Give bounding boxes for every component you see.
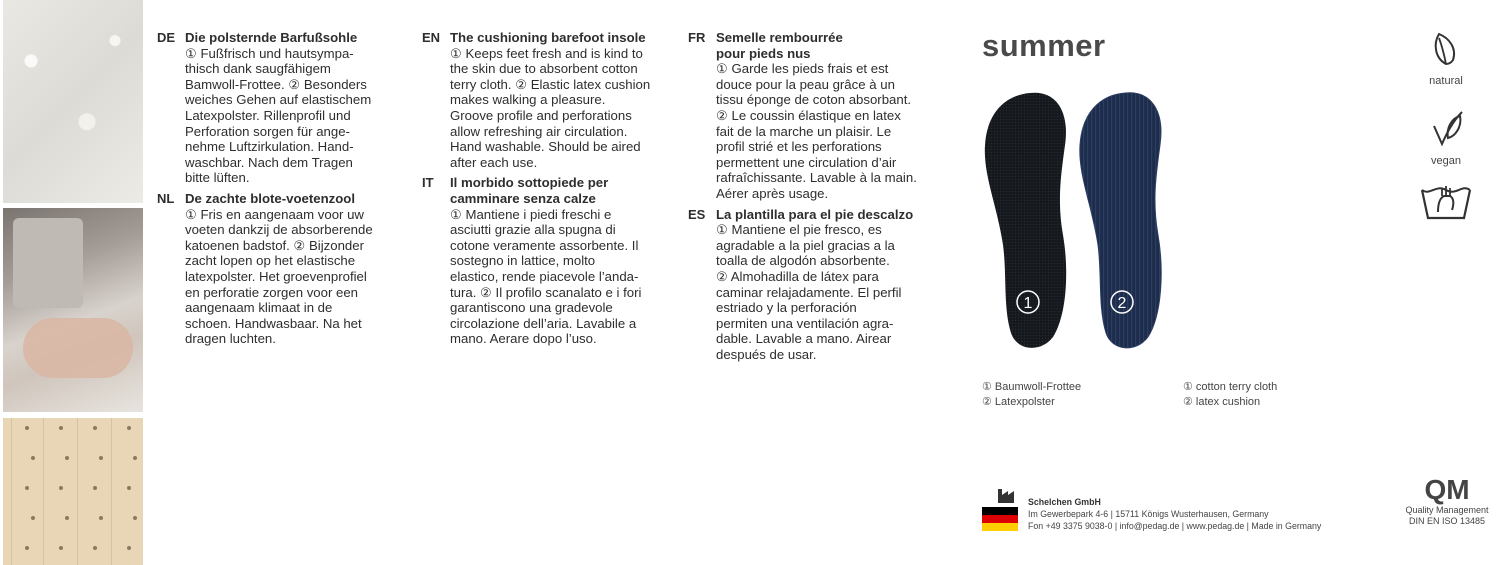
terry-cloth-photo: [3, 0, 143, 203]
perforation-hole: [31, 456, 35, 460]
quality-management-mark: [1388, 475, 1500, 527]
perforation-hole: [133, 516, 137, 520]
qm-line-2: DIN EN ISO 13485: [1408, 516, 1486, 526]
perforation-hole: [31, 516, 35, 520]
qm-title: QM: [1424, 474, 1470, 505]
latex-groove: [43, 418, 44, 565]
sewing-machine-shape: [13, 218, 83, 308]
svg-text:2: 2: [1117, 295, 1127, 312]
perforation-hole: [127, 546, 131, 550]
sewing-photo: [3, 208, 143, 412]
perforation-hole: [133, 456, 137, 460]
section-en: [422, 30, 672, 170]
vegan-badge: [1418, 108, 1474, 167]
hand-shape: [23, 318, 133, 378]
text-column-3: [688, 30, 948, 362]
latex-groove: [111, 418, 112, 565]
product-name: summer: [982, 28, 1106, 63]
lang-code: DE: [157, 30, 176, 45]
text-column-1: [157, 30, 402, 347]
section-text: ① Mantiene el pie fresco, es agradable a la piel gracias a la toalla de algodón absorbente. ② Almohadilla de látex para caminar relajadamente. El perfil estriado y la perforación permiten una ventilación agra- dable. Lavable a mano. Airear después de usar.: [716, 222, 902, 362]
perforation-hole: [127, 486, 131, 490]
perforation-hole: [93, 426, 97, 430]
lang-code: FR: [688, 30, 706, 45]
factory-icon: [998, 489, 1014, 503]
section-text: ① Fris en aangenaam voor uw voeten dankzij de absorberende katoenen badstof. ② Bijzonder zacht lopen op het elastische latexpolster. Het groevenprofiel en perforatie zorgen voor een aangenaam klimaat in de schoen. Handwasbaar. Na het dragen luchten.: [185, 206, 373, 347]
section-it: [422, 175, 672, 347]
perforation-hole: [59, 546, 63, 550]
company-info: [1028, 496, 1321, 532]
section-title: La plantilla para el pie descalzo: [716, 206, 914, 222]
handwash-icon: [1420, 182, 1472, 222]
insoles-illustration: [975, 85, 1175, 355]
leaf-icon: [1429, 30, 1463, 68]
section-es: [688, 207, 948, 363]
perforation-hole: [65, 516, 69, 520]
latex-groove: [11, 418, 12, 565]
latex-perforation-photo: [3, 418, 143, 565]
natural-label: natural: [1429, 75, 1463, 87]
text-column-2: [422, 30, 672, 347]
qm-line-1: Quality Management: [1405, 505, 1489, 515]
photo-strip: [0, 0, 143, 565]
perforation-hole: [99, 456, 103, 460]
perforation-hole: [65, 456, 69, 460]
section-text: ① Garde les pieds frais et est douce pour la peau grâce à un tissu éponge de coton absorbant. ② Le coussin élastique en latex fait de la marche un plaisir. Le profil strié et les perforations permettent une circulation d’air rafraîchissante. Lavable à la main. Aérer après usage.: [716, 61, 917, 201]
svg-text:1: 1: [1023, 295, 1033, 312]
perforation-hole: [93, 486, 97, 490]
section-title: Semelle rembourrée pour pieds nus: [716, 30, 843, 61]
section-title: De zachte blote-voetenzool: [185, 190, 355, 206]
perforation-hole: [25, 546, 29, 550]
company-name: Schelchen GmbH: [1028, 497, 1101, 507]
company-contact: Fon +49 3375 9038-0 | info@pedag.de | www.pedag.de | Made in Germany: [1028, 521, 1322, 531]
legend-english: ① cotton terry cloth ② latex cushion: [1183, 381, 1278, 408]
company-address: Im Gewerbepark 4-6 | 15711 Königs Wusterhausen, Germany: [1028, 509, 1269, 519]
section-nl: [157, 191, 402, 347]
lang-code: NL: [157, 190, 175, 206]
perforation-hole: [59, 486, 63, 490]
manufacturer-block: [982, 485, 1022, 535]
section-text: ① Fußfrisch und hautsympa- thisch dank saugfähigem Bamwoll-Frottee. ② Besonders weiches Gehen auf elastischem Latexpolster. Rillenprofil und Perforation sorgen für ange- nehme Luftzirkulation. Hand- waschbar. Nach dem Tragen bitte lüften.: [185, 45, 372, 186]
perforation-hole: [127, 426, 131, 430]
vegan-label: vegan: [1431, 155, 1461, 167]
perforation-hole: [99, 516, 103, 520]
section-de: [157, 30, 402, 186]
perforation-hole: [93, 546, 97, 550]
lang-code: IT: [422, 175, 434, 191]
lang-code: ES: [688, 206, 706, 222]
perforation-hole: [25, 426, 29, 430]
section-fr: [688, 30, 948, 202]
german-flag-icon: [982, 507, 1018, 531]
section-title: Il morbido sottopiede per camminare senza calze: [450, 175, 609, 206]
latex-groove: [77, 418, 78, 565]
section-text: ① Mantiene i piedi freschi e asciutti grazie alla spugna di cotone veramente assorbente. Il sostegno in lattice, molto elastico, rende piacevole l’anda- tura. ② Il profilo scanalato e i fori garantiscono una gradevole circolazione dell’aria. Lavabile a mano. Aerare dopo l’uso.: [450, 206, 642, 347]
legend-german: ① Baumwoll-Frottee ② Latexpolster: [982, 381, 1082, 408]
handwash-badge: [1418, 182, 1474, 227]
section-title: The cushioning barefoot insole: [450, 30, 646, 45]
natural-badge: [1418, 30, 1474, 87]
section-title: Die polsternde Barfußsohle: [185, 30, 358, 45]
section-text: ① Keeps feet fresh and is kind to the skin due to absorbent cotton terry cloth. ② Elastic latex cushion makes walking a pleasure. Groove profile and perforations allow refreshing air circulation. Hand washable. Should be aired after each use.: [450, 45, 651, 170]
perforation-hole: [59, 426, 63, 430]
lang-code: EN: [422, 30, 441, 45]
perforation-hole: [25, 486, 29, 490]
vegan-leaf-icon: [1426, 108, 1466, 148]
